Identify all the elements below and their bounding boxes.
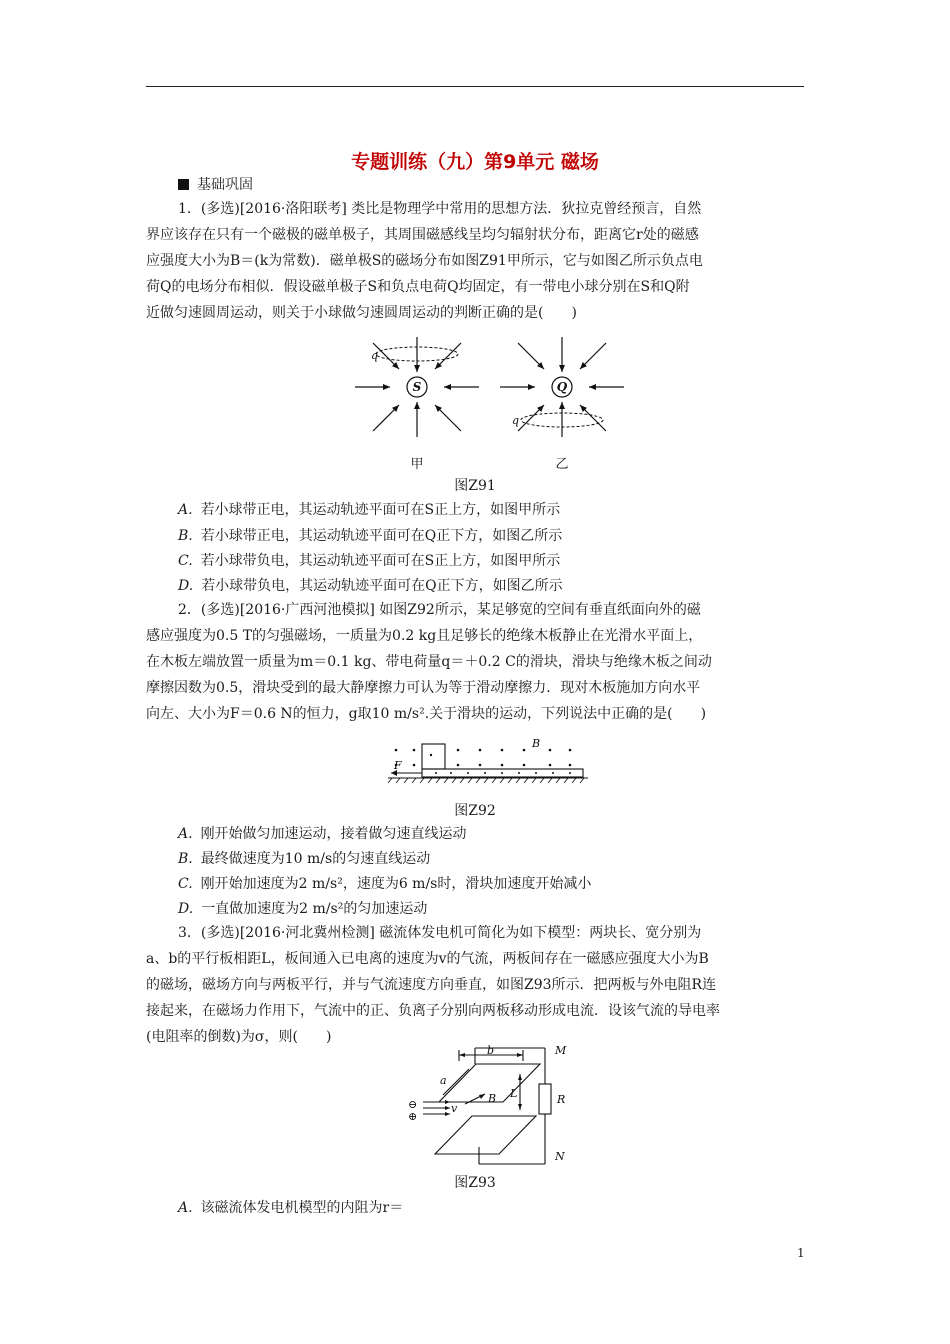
text-line: 感应强度为0.5 T的匀强磁场，一质量为0.2 kg且足够长的绝缘木板静止在光滑水平面上， [146, 628, 703, 644]
square-bullet-icon [178, 179, 189, 190]
option-text: 一直做加速度为2 m/s²的匀加速运动 [201, 901, 428, 917]
option-key: B. [178, 851, 193, 867]
label-l: L [510, 1087, 518, 1100]
charge-label-q: q [371, 349, 379, 362]
text-line: 接起来，在磁场力作用下，气流中的正、负离子分别向两板移动形成电流．设该气流的导电率 [146, 1003, 720, 1019]
option-key: C. [178, 553, 193, 569]
label-b-width: b [487, 1044, 495, 1057]
positive-ion-icon: ⊕ [408, 1110, 418, 1123]
question-3-text [146, 920, 806, 1050]
option-key: C. [178, 876, 193, 892]
figure-label-yi: 乙 [555, 457, 569, 472]
center-label-s: S [412, 380, 422, 394]
figure-z9-3 [405, 1042, 585, 1170]
text-line: 界应该存在只有一个磁极的磁单极子，其周围磁感线呈均匀辐射状分布，距离它r处的磁感 [146, 227, 699, 243]
option-a [178, 823, 467, 843]
label-f: F [394, 759, 402, 772]
option-text: 若小球带负电，其运动轨迹平面可在S正上方，如图甲所示 [200, 553, 561, 569]
page-number: 1 [797, 1246, 805, 1260]
option-d [178, 898, 427, 918]
figure-label-jia: 甲 [410, 457, 424, 472]
option-a [178, 1197, 403, 1217]
option-text: 刚开始做匀加速运动，接着做匀速直线运动 [200, 826, 467, 842]
charge-label-q: q [512, 414, 520, 427]
text-line: 在木板左端放置一质量为m＝0.1 kg、带电荷量q＝＋0.2 C的滑块，滑块与绝缘木板之间动 [146, 654, 712, 670]
label-n: N [555, 1150, 565, 1163]
ground-hatch [388, 778, 584, 783]
figure-z9-2 [388, 735, 588, 785]
text-line: (电阻率的倒数)为σ，则( ) [146, 1029, 332, 1045]
option-text: 若小球带正电，其运动轨迹平面可在Q正下方，如图乙所示 [200, 528, 563, 544]
option-key: B. [178, 528, 193, 544]
option-text: 刚开始加速度为2 m/s²，速度为6 m/s时，滑块加速度开始减小 [200, 876, 592, 892]
option-text: 最终做速度为10 m/s的匀速直线运动 [200, 851, 431, 867]
text-line: 向左、大小为F＝0.6 N的恒力，g取10 m/s².关于滑块的运动，下列说法中正确的是( ) [146, 706, 707, 722]
header-rule [146, 86, 804, 87]
center-label-q: Q [556, 380, 568, 394]
label-m: M [555, 1044, 567, 1057]
option-key: A. [178, 1200, 193, 1216]
option-b [178, 525, 562, 545]
text-line: 3．(多选)[2016·河北冀州检测] 磁流体发电机可简化为如下模型：两块长、宽分别为 [178, 925, 702, 941]
option-c [178, 873, 591, 893]
text-line: 应强度大小为B＝(k为常数)．磁单极S的磁场分布如图Z91甲所示，它与如图乙所示负点电 [146, 253, 703, 269]
option-b [178, 848, 430, 868]
text-line: 2．(多选)[2016·广西河池模拟] 如图Z92所示，某足够宽的空间有垂直纸面向外的磁 [178, 602, 701, 618]
slider-block [422, 744, 445, 769]
option-key: A. [178, 502, 193, 518]
text-line: 1．(多选)[2016·洛阳联考] 类比是物理学中常用的思想方法．狄拉克曾经预言，自然 [178, 201, 702, 217]
option-a [178, 499, 560, 519]
page-title: 专题训练（九）第9单元 磁场 [351, 151, 599, 173]
option-text: 若小球带正电，其运动轨迹平面可在S正上方，如图甲所示 [200, 502, 561, 518]
label-r: R [557, 1093, 566, 1106]
option-key: D. [178, 901, 194, 917]
text-line: 的磁场，磁场方向与两板平行，并与气流速度方向垂直，如图Z93所示．把两板与外电阻R连 [146, 977, 717, 993]
label-a: a [440, 1074, 447, 1087]
figure-z9-1 [350, 334, 620, 474]
option-c [178, 550, 560, 570]
label-v: v [451, 1102, 458, 1115]
question-2-text [146, 597, 806, 727]
option-key: D. [178, 578, 194, 594]
text-line: 荷Q的电场分布相似．假设磁单极子S和负点电荷Q均固定，有一带电小球分别在S和Q附 [146, 279, 690, 295]
lower-plate [435, 1116, 536, 1154]
label-b: B [532, 737, 541, 750]
figure-caption: 图Z93 [454, 1175, 496, 1191]
section-label: 基础巩固 [197, 177, 253, 193]
option-key: A. [178, 826, 193, 842]
label-b-field: B [488, 1092, 497, 1105]
text-line: 摩擦因数为0.5，滑块受到的最大静摩擦力可认为等于滑动摩擦力．现对木板施加方向水平 [146, 680, 701, 696]
magnetic-field-dots [395, 749, 572, 774]
figure-caption: 图Z91 [454, 478, 496, 494]
option-text: 若小球带负电，其运动轨迹平面可在Q正下方，如图乙所示 [201, 578, 563, 594]
question-1-text [146, 196, 806, 326]
negative-ion-icon: ⊖ [408, 1098, 418, 1111]
figure-caption: 图Z92 [454, 803, 496, 819]
text-line: 近做匀速圆周运动，则关于小球做匀速圆周运动的判断正确的是( ) [146, 305, 577, 321]
section-heading [178, 174, 253, 194]
text-line: a、b的平行板相距L，板间通入已电离的速度为v的气流，两板间存在一磁感应强度大小为B [146, 951, 709, 967]
option-text: 该磁流体发电机模型的内阻为r＝ [200, 1200, 404, 1216]
option-d [178, 575, 563, 595]
